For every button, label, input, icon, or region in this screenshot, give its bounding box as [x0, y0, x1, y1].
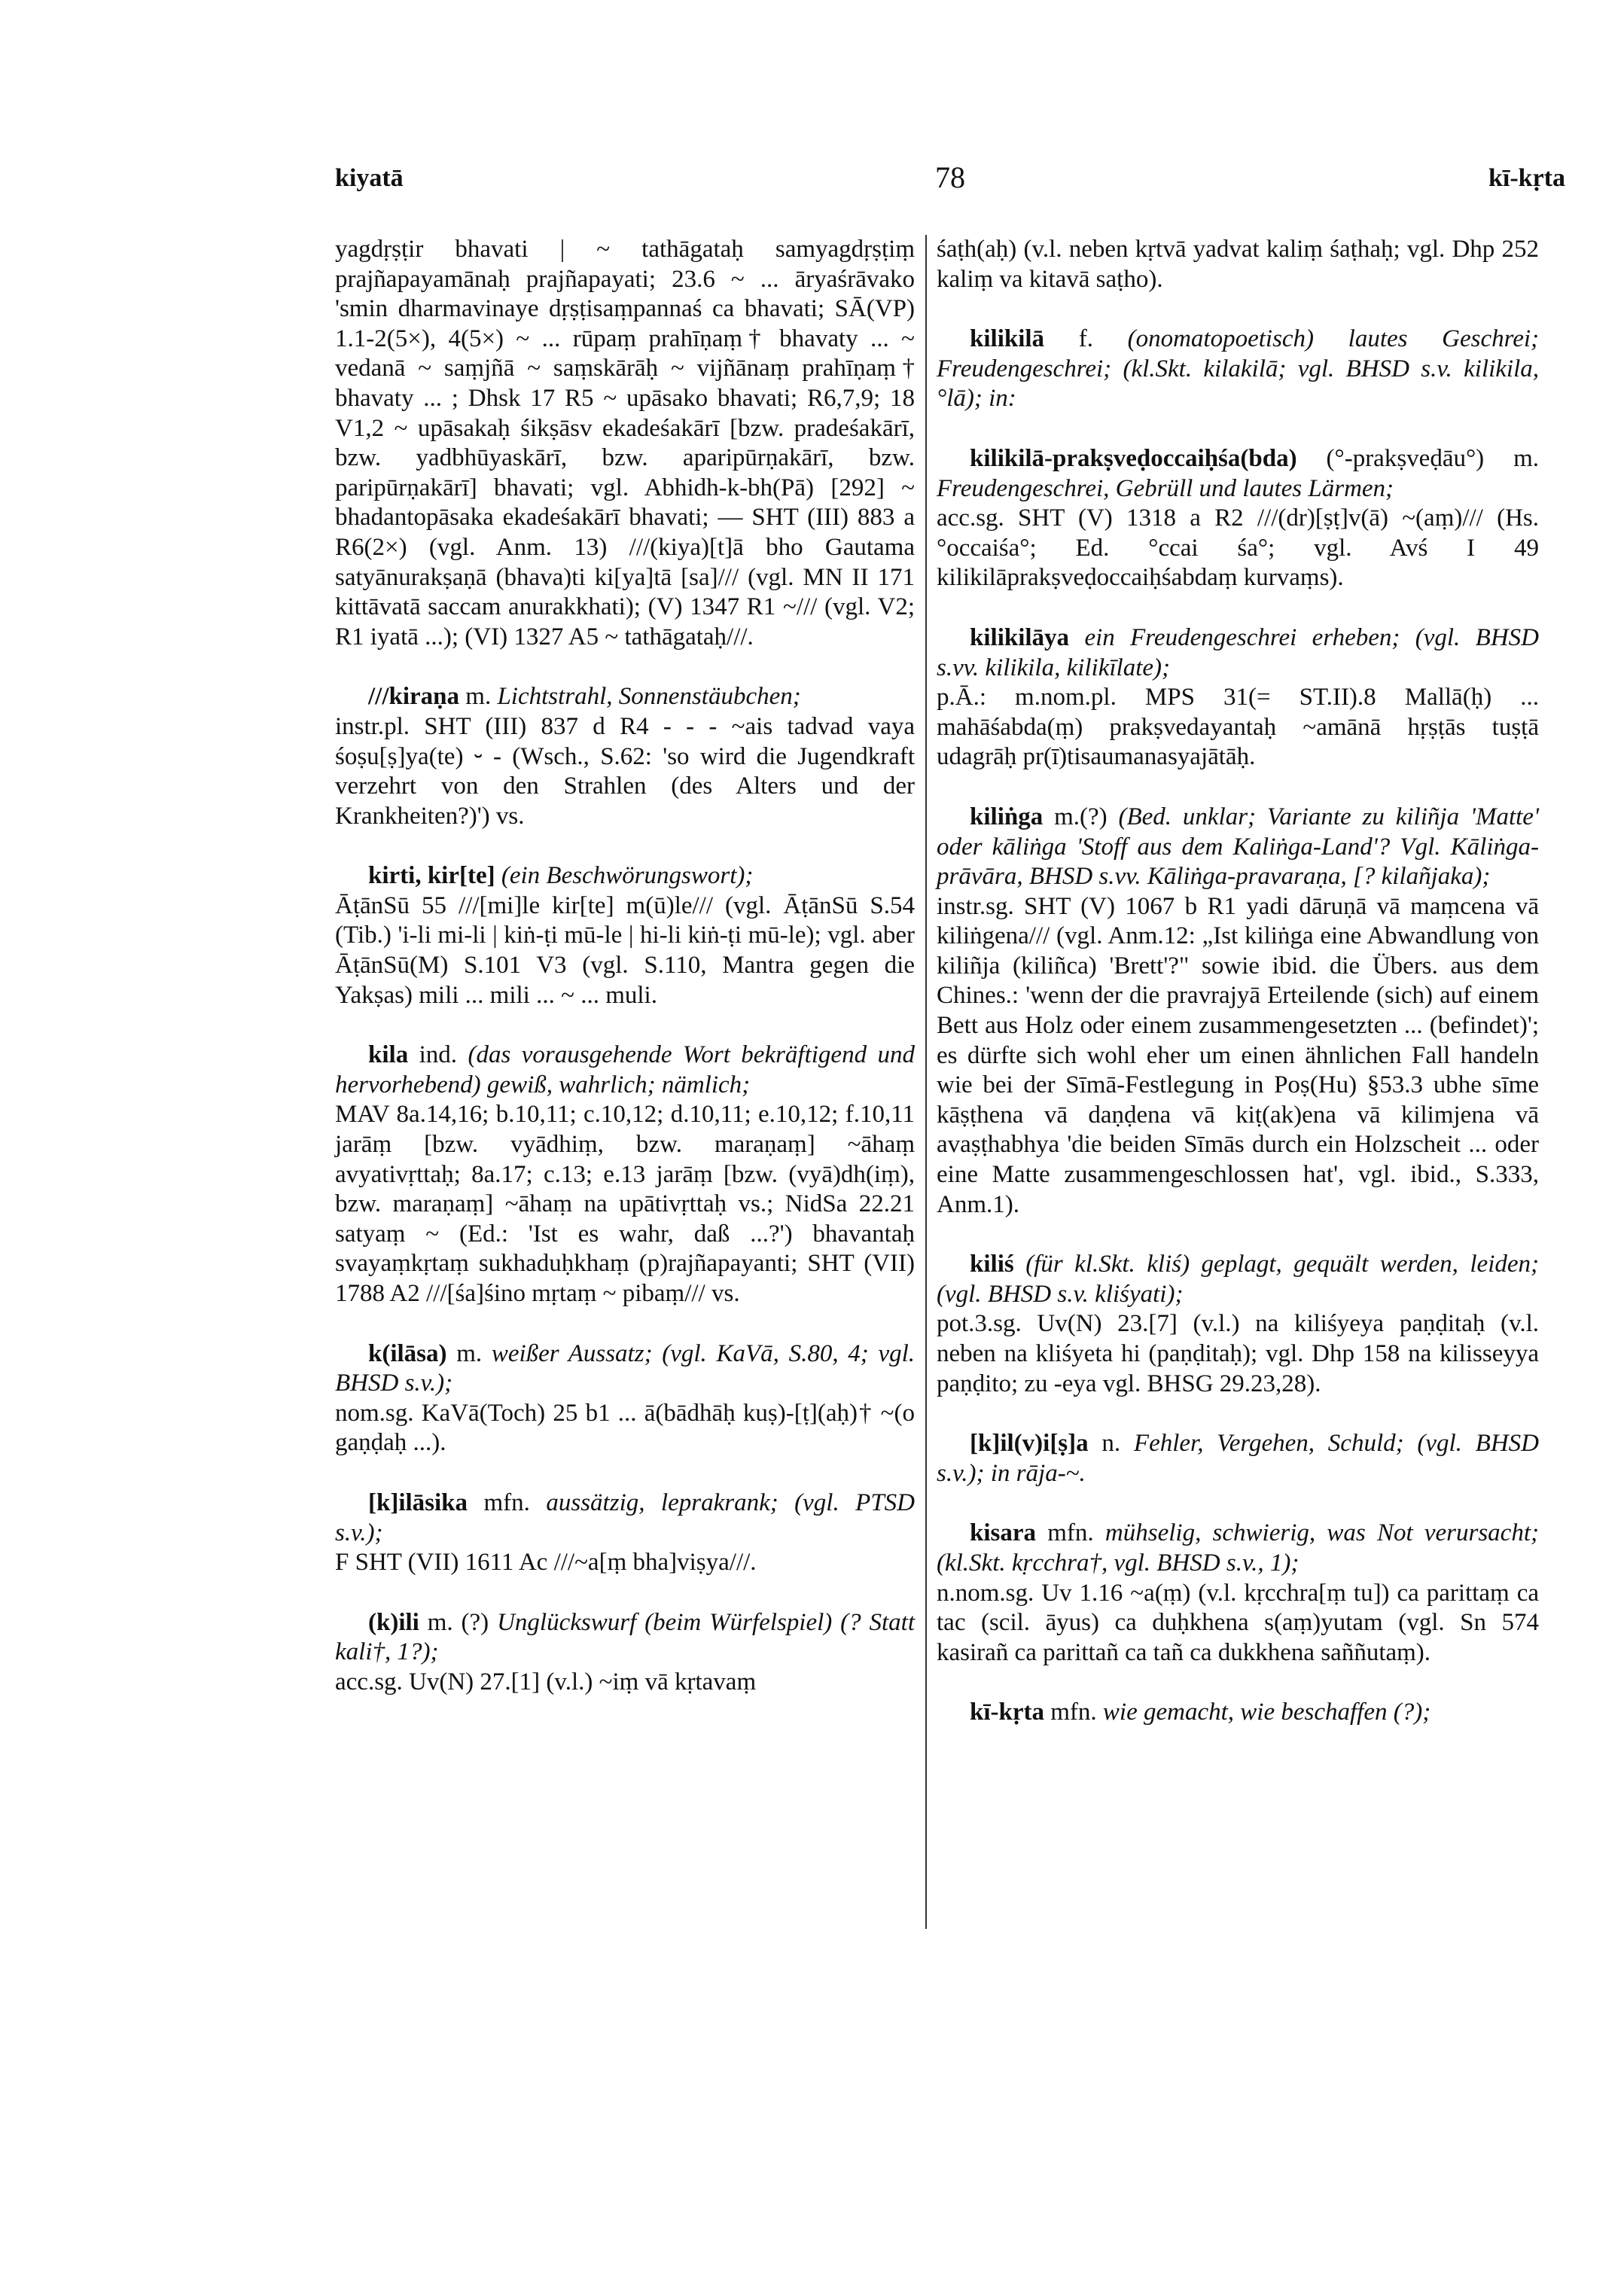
entry-headword: kī-kṛta — [970, 1699, 1044, 1726]
entry-heading — [937, 1698, 1539, 1728]
entry-meaning: wie gemacht, wie beschaffen (?); — [1102, 1699, 1431, 1726]
dictionary-entry — [937, 1429, 1539, 1488]
dictionary-entry — [335, 682, 915, 831]
entry-meaning: (das vorausgehende Wort bekräftigend und hervorhebend) gewiß, wahrlich; nämlich; — [335, 1041, 915, 1098]
entry-meaning: mühselig, schwierig, was Not verursacht; (kl.Skt. kṛcchra†, vgl. BHSD s.v., 1); — [937, 1519, 1539, 1577]
entry-body: nom.sg. KaVā(Toch) 25 b1 ... ā(bādhāḥ kuṣ)-[ṭ](aḥ)† ~(o gaṇḍaḥ ...). — [335, 1399, 915, 1457]
entry-headword: [k]il(v)i[ṣ]a — [970, 1430, 1089, 1458]
entry-grammar: mfn. — [483, 1488, 530, 1516]
entry-grammar: m. (?) — [427, 1608, 489, 1636]
entry-body: p.Ā.: m.nom.pl. MPS 31(= ST.II).8 Mallā(ḥ) ... mahāśabda(ṃ) prakṣvedayantaḥ ~amānā hṛṣṭās tuṣṭā udagrāḥ pr(ī)tisaumanasyajātāḥ. — [937, 684, 1539, 771]
dictionary-entry — [937, 1250, 1539, 1399]
dictionary-entry — [335, 861, 915, 1010]
entry-body: śaṭh(aḥ) (v.l. neben kṛtvā yadvat kaliṃ śaṭhaḥ; vgl. Dhp 252 kaliṃ va kitavā saṭho). — [937, 236, 1539, 293]
dictionary-entry — [937, 1519, 1539, 1668]
entry-headword: kila — [368, 1041, 409, 1069]
entry-body: F SHT (VII) 1611 Ac ///~a[ṃ bha]viṣya///. — [335, 1549, 757, 1577]
entry-meaning: (für kl.Skt. kliś) geplagt, gequält werden, leiden; (vgl. BHSD s.v. kliśyati); — [937, 1251, 1539, 1308]
entry-grammar: n. — [1101, 1430, 1121, 1458]
entry-heading — [937, 1519, 1539, 1578]
entry-body: instr.sg. SHT (V) 1067 b R1 yadi dāruṇā vā maṃcena vā kiliṅgena/// (vgl. Anm.12: „Ist kiliṅga eine Abwandlung von kiliñja (kiliñca) 'Brett'?" sowie ibid. die Übers. aus dem Chines.: 'wenn der die pravrajyā Erteilende (sich) auf einem Bett aus Holz oder einem zusammengesetzten ... (befindet)'; es dürfte sich wohl eher um einen ähnlichen Fall handeln wie bei der Sīmā-Festlegung in Poṣ(Hu) §53.3 ubhe sīme kāṣṭhena vā daṇḍena vā kiṭ(ak)ena vā kilimjena vā avaṣṭhabhya 'die beiden Sīmās durch ein Holzscheit ... oder eine Matte zusammengeschlossen hat', vgl. ibid., S.333, Anm.1). — [937, 892, 1539, 1218]
entry-heading — [937, 1250, 1539, 1309]
entry-body: MAV 8a.14,16; b.10,11; c.10,12; d.10,11; e.10,12; f.10,11 jarāṃ [bzw. vyādhiṃ, bzw. maraṇaṃ] ~āhaṃ avyativṛttaḥ; 8a.17; c.13; e.13 jarāṃ [bzw. (vyā)dh(iṃ), bzw. maraṇaṃ] ~āhaṃ na upātivṛttaḥ vs.; NidSa 22.21 satyaṃ ~ (Ed.: 'Ist es wahr, daß ...?') bhavantaḥ svayaṃkṛtaṃ sukhaduḥkhaṃ (p)rajñapayanti; SHT (VII) 1788 A2 ///[śa]śino mṛtaṃ ~ pibaṃ/// vs. — [335, 1101, 915, 1307]
entry-meaning: aussätzig, leprakrank; (vgl. PTSD s.v.); — [335, 1488, 916, 1546]
entry-body: pot.3.sg. Uv(N) 23.[7] (v.l.) na kiliśyeya paṇḍitaḥ (v.l. neben na kliśyeta hi (paṇḍitaḥ); vgl. Dhp 158 na kilisseyya paṇḍito; zu -eya vgl. BHSG 29.23,28). — [937, 1310, 1539, 1397]
entry-meaning: ein Freudengeschrei erheben; (vgl. BHSD s.vv. kilikila, kilikīlate); — [937, 623, 1539, 681]
entry-body: acc.sg. SHT (V) 1318 a R2 ///(dr)[ṣṭ]v(ā) ~(aṃ)/// (Hs. °occaiśa°; Ed. °ccai śa°; vgl. Avś I 49 kilikilāprakṣveḍoccaiḥśabdaṃ kurvaṃs). — [937, 504, 1539, 592]
entry-meaning: Fehler, Vergehen, Schuld; (vgl. BHSD s.v.); in rāja-~. — [937, 1430, 1540, 1487]
entry-headword: kirti, kir[te] — [368, 862, 495, 890]
entry-grammar: ind. — [419, 1041, 458, 1069]
entry-meaning: Freudengeschrei, Gebrüll und lautes Lärmen; — [937, 474, 1394, 502]
entry-headword: kiliṅga — [970, 803, 1044, 830]
entry-meaning: (onomatopoetisch) lautes Geschrei; Freudengeschrei; (kl.Skt. kilakilā; vgl. BHSD s.v. kilikila, °lā); in: — [937, 325, 1540, 413]
column-divider — [925, 235, 927, 1929]
dictionary-entry — [335, 1339, 915, 1458]
entry-headword: kiliś — [970, 1251, 1014, 1278]
dictionary-entry — [937, 444, 1539, 593]
entry-body: ĀṭānSū 55 ///[mi]le kir[te] m(ū)le/// (vgl. ĀṭānSū S.54 (Tib.) 'i-li mi-li | kiṅ-ṭi mū-le | hi-li kiṅ-ṭi mū-le); vgl. aber ĀṭānSū(M) S.101 V3 (vgl. S.110, Mantra gegen die Yakṣas) mili ... mili ... ~ ... muli. — [335, 891, 915, 1009]
entry-body: n.nom.sg. Uv 1.16 ~a(ṃ) (v.l. kṛcchra[ṃ tu]) ca parittaṃ ca tac (scil. āyus) ca duḥkhena s(aṃ)yutam (vgl. Sn 574 kasirañ ca parittañ ca tañ ca dukkhena saññutaṃ). — [937, 1579, 1539, 1666]
entry-meaning: (Bed. unklar; Variante zu kiliñja 'Matte' oder kāliṅga 'Stoff aus dem Kaliṅga-Land'? Vgl. Kāliṅga-prāvāra, BHSD s.vv. Kāliṅga-pravaraṇa, [? kilañjaka); — [937, 803, 1540, 891]
left-column — [335, 235, 915, 1728]
entry-grammar: (°-prakṣveḍāu°) m. — [1326, 444, 1539, 472]
entry-heading — [335, 1608, 915, 1668]
entry-meaning: Lichtstrahl, Sonnenstäubchen; — [497, 683, 801, 711]
entry-heading — [937, 623, 1539, 683]
entry-headword: ///kiraṇa — [368, 683, 460, 711]
entry-grammar: m. — [465, 683, 492, 711]
dictionary-entry — [937, 324, 1539, 414]
entry-heading — [937, 1429, 1539, 1488]
entry-heading — [335, 861, 915, 891]
entry-headword: kisara — [970, 1519, 1037, 1547]
entry-grammar: m.(?) — [1054, 803, 1108, 830]
entry-headword: kilikilāya — [970, 623, 1070, 651]
dictionary-entry — [335, 1041, 915, 1309]
entry-heading — [335, 1488, 915, 1548]
entry-heading — [937, 324, 1539, 414]
entry-body: instr.pl. SHT (III) 837 d R4 - - - ~ais tadvad vaya śoṣu[ṣ]ya(te) ⏑ - (Wsch., S.62: 'so wird die Jugendkraft verzehrt von den Strahlen (des Alters und der Krankheiten?)') vs. — [335, 712, 915, 830]
header-left-word: kiyatā — [335, 164, 404, 192]
entry-headword: kilikilā-prakṣveḍoccaiḥśa(bda) — [970, 444, 1297, 472]
entry-grammar: f. — [1078, 325, 1093, 353]
page-number: 78 — [935, 160, 965, 194]
entry-heading — [335, 1041, 915, 1100]
right-column — [937, 235, 1539, 1758]
dictionary-entry — [335, 1488, 915, 1578]
entry-grammar: m. — [456, 1339, 483, 1367]
entry-grammar: mfn. — [1050, 1699, 1097, 1726]
entry-headword: kilikilā — [970, 325, 1045, 353]
dictionary-entry — [937, 1698, 1539, 1728]
entry-heading — [937, 444, 1539, 504]
entry-heading — [937, 803, 1539, 892]
entry-headword: [k]ilāsika — [368, 1488, 468, 1516]
running-header — [335, 160, 1565, 209]
entry-headword: (k)ili — [368, 1608, 419, 1636]
entry-meaning: Unglückswurf (beim Würfelspiel) (? Statt kali†, 1?); — [335, 1608, 916, 1666]
entry-headword: k(ilāsa) — [368, 1339, 447, 1367]
header-right-word: kī-kṛta — [1488, 164, 1565, 192]
entry-body: acc.sg. Uv(N) 27.[1] (v.l.) ~iṃ vā kṛtavaṃ — [335, 1668, 757, 1696]
entry-heading — [335, 1339, 915, 1399]
entry-heading — [335, 682, 915, 712]
entry-body: yagdṛṣṭir bhavati | ~ tathāgataḥ samyagdṛṣṭiṃ prajñapayamānaḥ prajñapayati; 23.6 ~ ... āryaśrāvako 'smin dharmavinaye dṛṣṭisaṃpannaś ca bhavati; SĀ(VP) 1.1-2(5×), 4(5×) ~ ... rūpaṃ prahīṇaṃ† bhavaty ... ~ vedanā ~ saṃjñā ~ saṃskārāḥ ~ vijñānaṃ prahīṇaṃ† bhavaty ... ; Dhsk 17 R5 ~ upāsako bhavati; R6,7,9; 18 V1,2 ~ upāsakaḥ śikṣāsv ekadeśakārī [bzw. pradeśakārī, bzw. yadbhūyaskārī, bzw. aparipūrṇakārī, bzw. paripūrṇakārī] bhavati; vgl. Abhidh-k-bh(Pā) [292] ~ bhadantopāsaka ekadeśakārī bhavati; — SHT (III) 883 a R6(2×) (vgl. Anm. 13) ///(kiya)[t]ā bho Gautama satyānurakṣaṇā (bhava)ti ki[ya]tā [sa]/// (vgl. MN II 171 kittāvatā saccam anurakkhati); (V) 1347 R1 ~/// (vgl. V2; R1 iyatā ...); (VI) 1327 A5 ~ tathāgataḥ///. — [335, 236, 915, 651]
dictionary-entry — [937, 803, 1539, 1220]
entry-grammar: mfn. — [1047, 1519, 1094, 1547]
dictionary-entry — [937, 623, 1539, 772]
continuation-text — [937, 235, 1539, 294]
continuation-text — [335, 235, 915, 652]
dictionary-entry — [335, 1608, 915, 1698]
entry-meaning: (ein Beschwörungswort); — [501, 862, 754, 890]
entry-meaning: weißer Aussatz; (vgl. KaVā, S.80, 4; vgl. BHSD s.v.); — [335, 1339, 916, 1397]
